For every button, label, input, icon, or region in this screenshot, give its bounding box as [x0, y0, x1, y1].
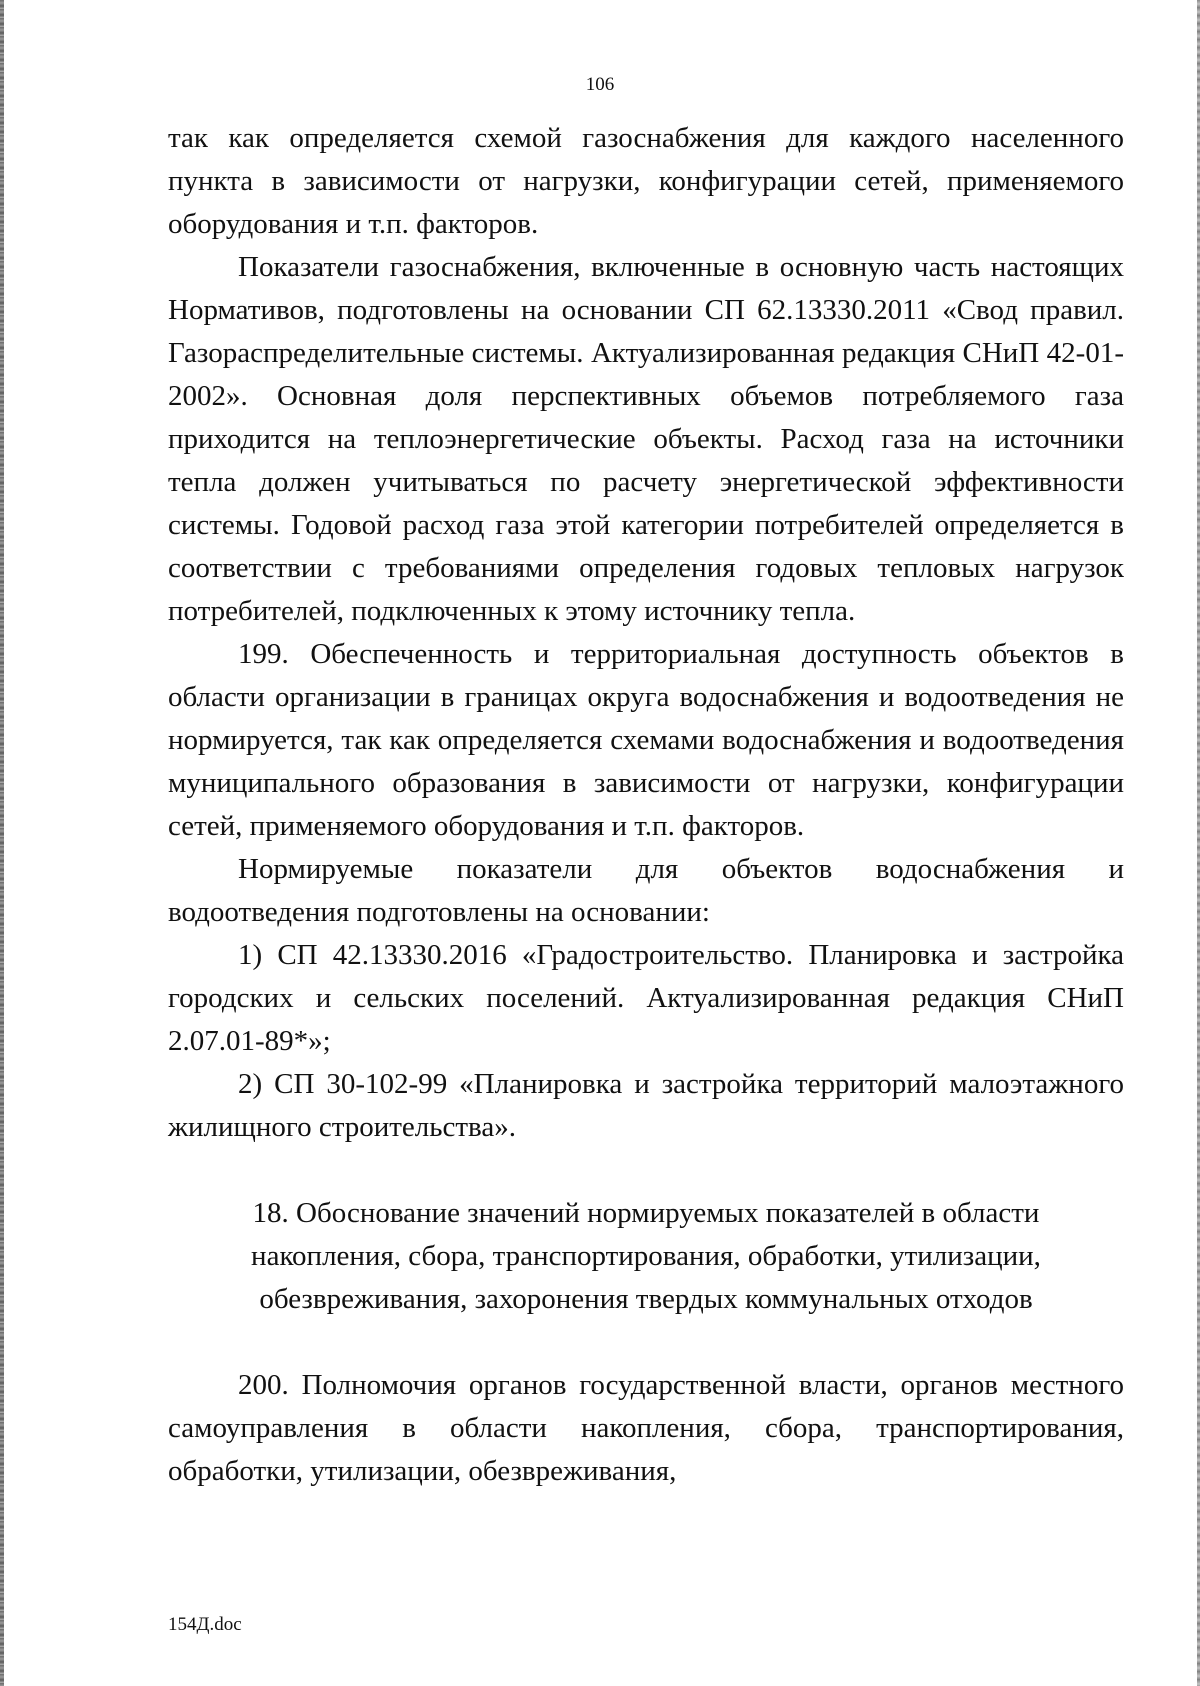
page-number: 106: [585, 74, 615, 95]
list-item-1: 1) СП 42.13330.2016 «Градостроительство. Планировка и застройка городских и сельских поселений. Актуализированная редакция СНиП 2.07.01-89*»;: [168, 939, 1124, 1057]
paragraph-gas-supply: Показатели газоснабжения, включенные в основную часть настоящих Нормативов, подготовлены на основании СП 62.13330.2011 «Свод правил. Газораспределительные системы. Актуализированная редакция СНиП 42-01-2002». Основная доля перспективных объемов потребляемого газа приходится на теплоэнергетические объекты. Расход газа на источники тепла должен учитываться по расчету энергетической эффективности системы. Годовой расход газа этой категории потребителей определяется в соответствии с требованиями определения годовых тепловых нагрузок потребителей, подключенных к этому источнику тепла.: [168, 251, 1124, 627]
paragraph-199: 199. Обеспеченность и территориальная доступность объектов в области организации в границах округа водоснабжения и водоотведения не нормируется, так как определяется схемами водоснабжения и водоотведения муниципального образования в зависимости от нагрузки, конфигурации сетей, применяемого оборудования и т.п. факторов.: [168, 638, 1124, 842]
section-heading-line-3: обезвреживания, захоронения твердых коммунальных отходов: [259, 1283, 1033, 1315]
paragraph-200: 200. Полномочия органов государственной власти, органов местного самоуправления в области накопления, сбора, транспортирования, обработки, утилизации, обезвреживания,: [168, 1369, 1124, 1487]
section-heading-line-2: накопления, сбора, транспортирования, обработки, утилизации,: [251, 1240, 1041, 1272]
paragraph-normative-basis: Нормируемые показатели для объектов водоснабжения и водоотведения подготовлены на основании:: [168, 853, 1124, 928]
scan-edge-left: [0, 0, 4, 1686]
paragraph-continuation: так как определяется схемой газоснабжения для каждого населенного пункта в зависимости от нагрузки, конфигурации сетей, применяемого оборудования и т.п. факторов.: [168, 122, 1124, 240]
section-heading-18: [168, 1192, 1124, 1321]
list-item-2: 2) СП 30-102-99 «Планировка и застройка территорий малоэтажного жилищного строительства».: [168, 1068, 1124, 1143]
document-body: [168, 117, 1124, 1493]
section-heading-line-1: 18. Обоснование значений нормируемых показателей в области: [252, 1197, 1040, 1229]
footer-filename: 154Д.doc: [168, 1614, 242, 1635]
